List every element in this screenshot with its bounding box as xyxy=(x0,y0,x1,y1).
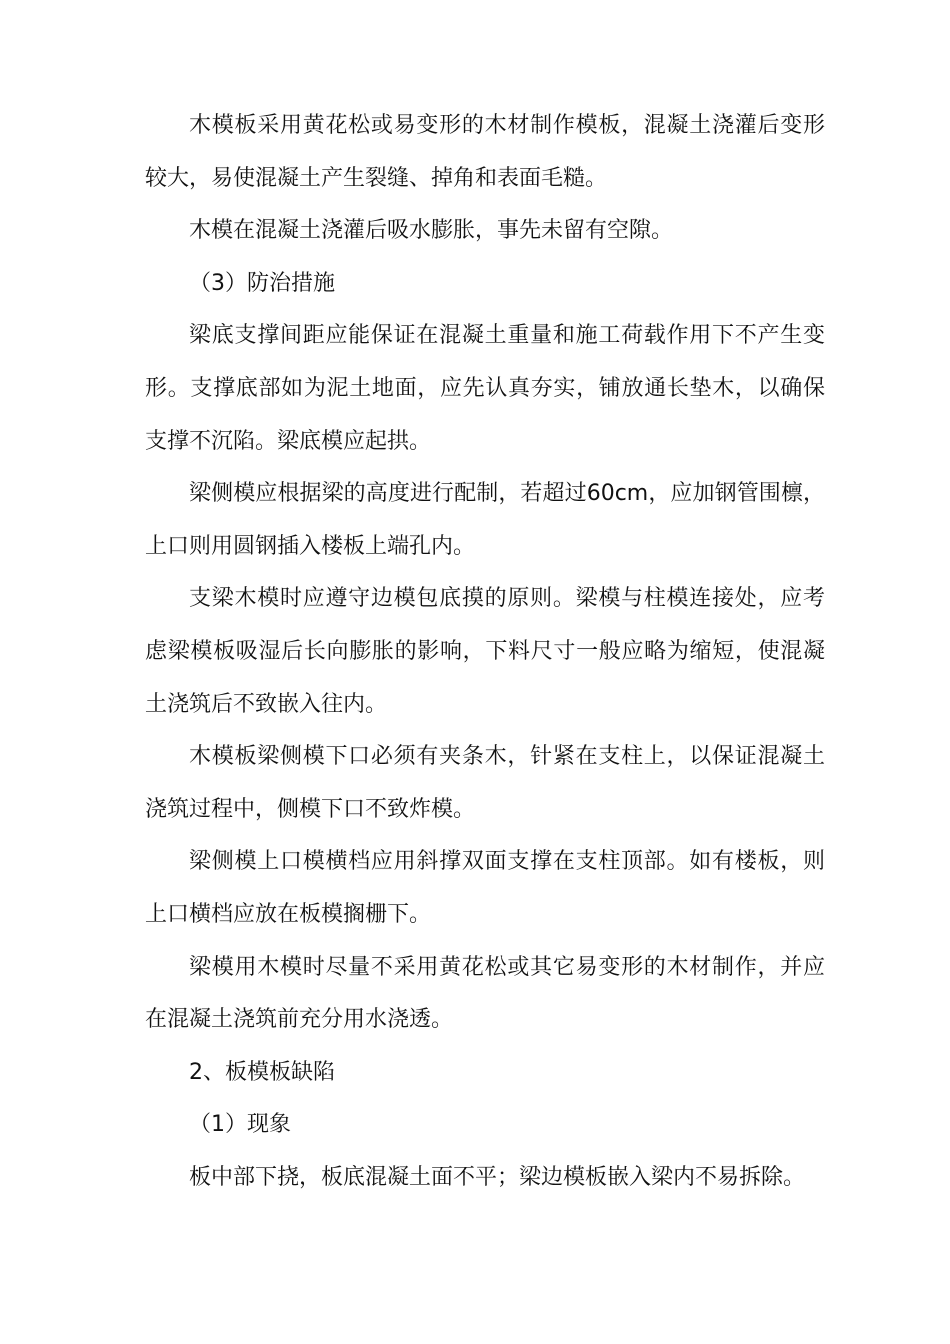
paragraph-beam-bottom-support: 梁底支撑间距应能保证在混凝土重量和施工荷载作用下不产生变形。支撑底部如为泥土地面，应先认真夯实，铺放通长垫木，以确保支撑不沉陷。梁底模应起拱。 xyxy=(145,323,825,454)
section-heading-phenomenon: （1）现象 xyxy=(189,1112,291,1138)
paragraph-beam-formwork-principle: 支梁木模时应遵守边模包底摸的原则。梁模与柱模连接处，应考虑梁模板吸湿后长向膨胀的影响，下料尺寸一般应略为缩短，使混凝土浇筑后不致嵌入往内。 xyxy=(145,586,825,717)
paragraph-wood-swelling: 木模在混凝土浇灌后吸水膨胀，事先未留有空隙。 xyxy=(189,218,674,244)
paragraph-side-form-bracing: 梁侧模上口模横档应用斜撑双面支撑在支柱顶部。如有楼板，则上口横档应放在板模搁栅下。 xyxy=(145,849,825,927)
document-page xyxy=(145,100,825,1204)
section-heading-prevention-measures: （3）防治措施 xyxy=(189,270,335,296)
paragraph-side-form-clamp: 木模板梁侧模下口必须有夹条木，针紧在支柱上，以保证混凝土浇筑过程中，侧模下口不致炸模。 xyxy=(145,744,825,822)
paragraph-beam-side-formwork: 梁侧模应根据梁的高度进行配制，若超过60cm，应加钢管围檩，上口则用圆钢插入楼板上端孔内。 xyxy=(145,481,825,559)
paragraph-wood-material-deformation: 木模板采用黄花松或易变形的木材制作模板，混凝土浇灌后变形较大，易使混凝土产生裂缝、掉角和表面毛糙。 xyxy=(145,113,825,191)
paragraph-slab-deflection: 板中部下挠，板底混凝土面不平；梁边模板嵌入梁内不易拆除。 xyxy=(189,1164,806,1190)
section-heading-slab-formwork-defects: 2、板模板缺陷 xyxy=(189,1059,335,1085)
paragraph-wood-soaking: 梁模用木模时尽量不采用黄花松或其它易变形的木材制作，并应在混凝土浇筑前充分用水浇透。 xyxy=(145,954,825,1033)
